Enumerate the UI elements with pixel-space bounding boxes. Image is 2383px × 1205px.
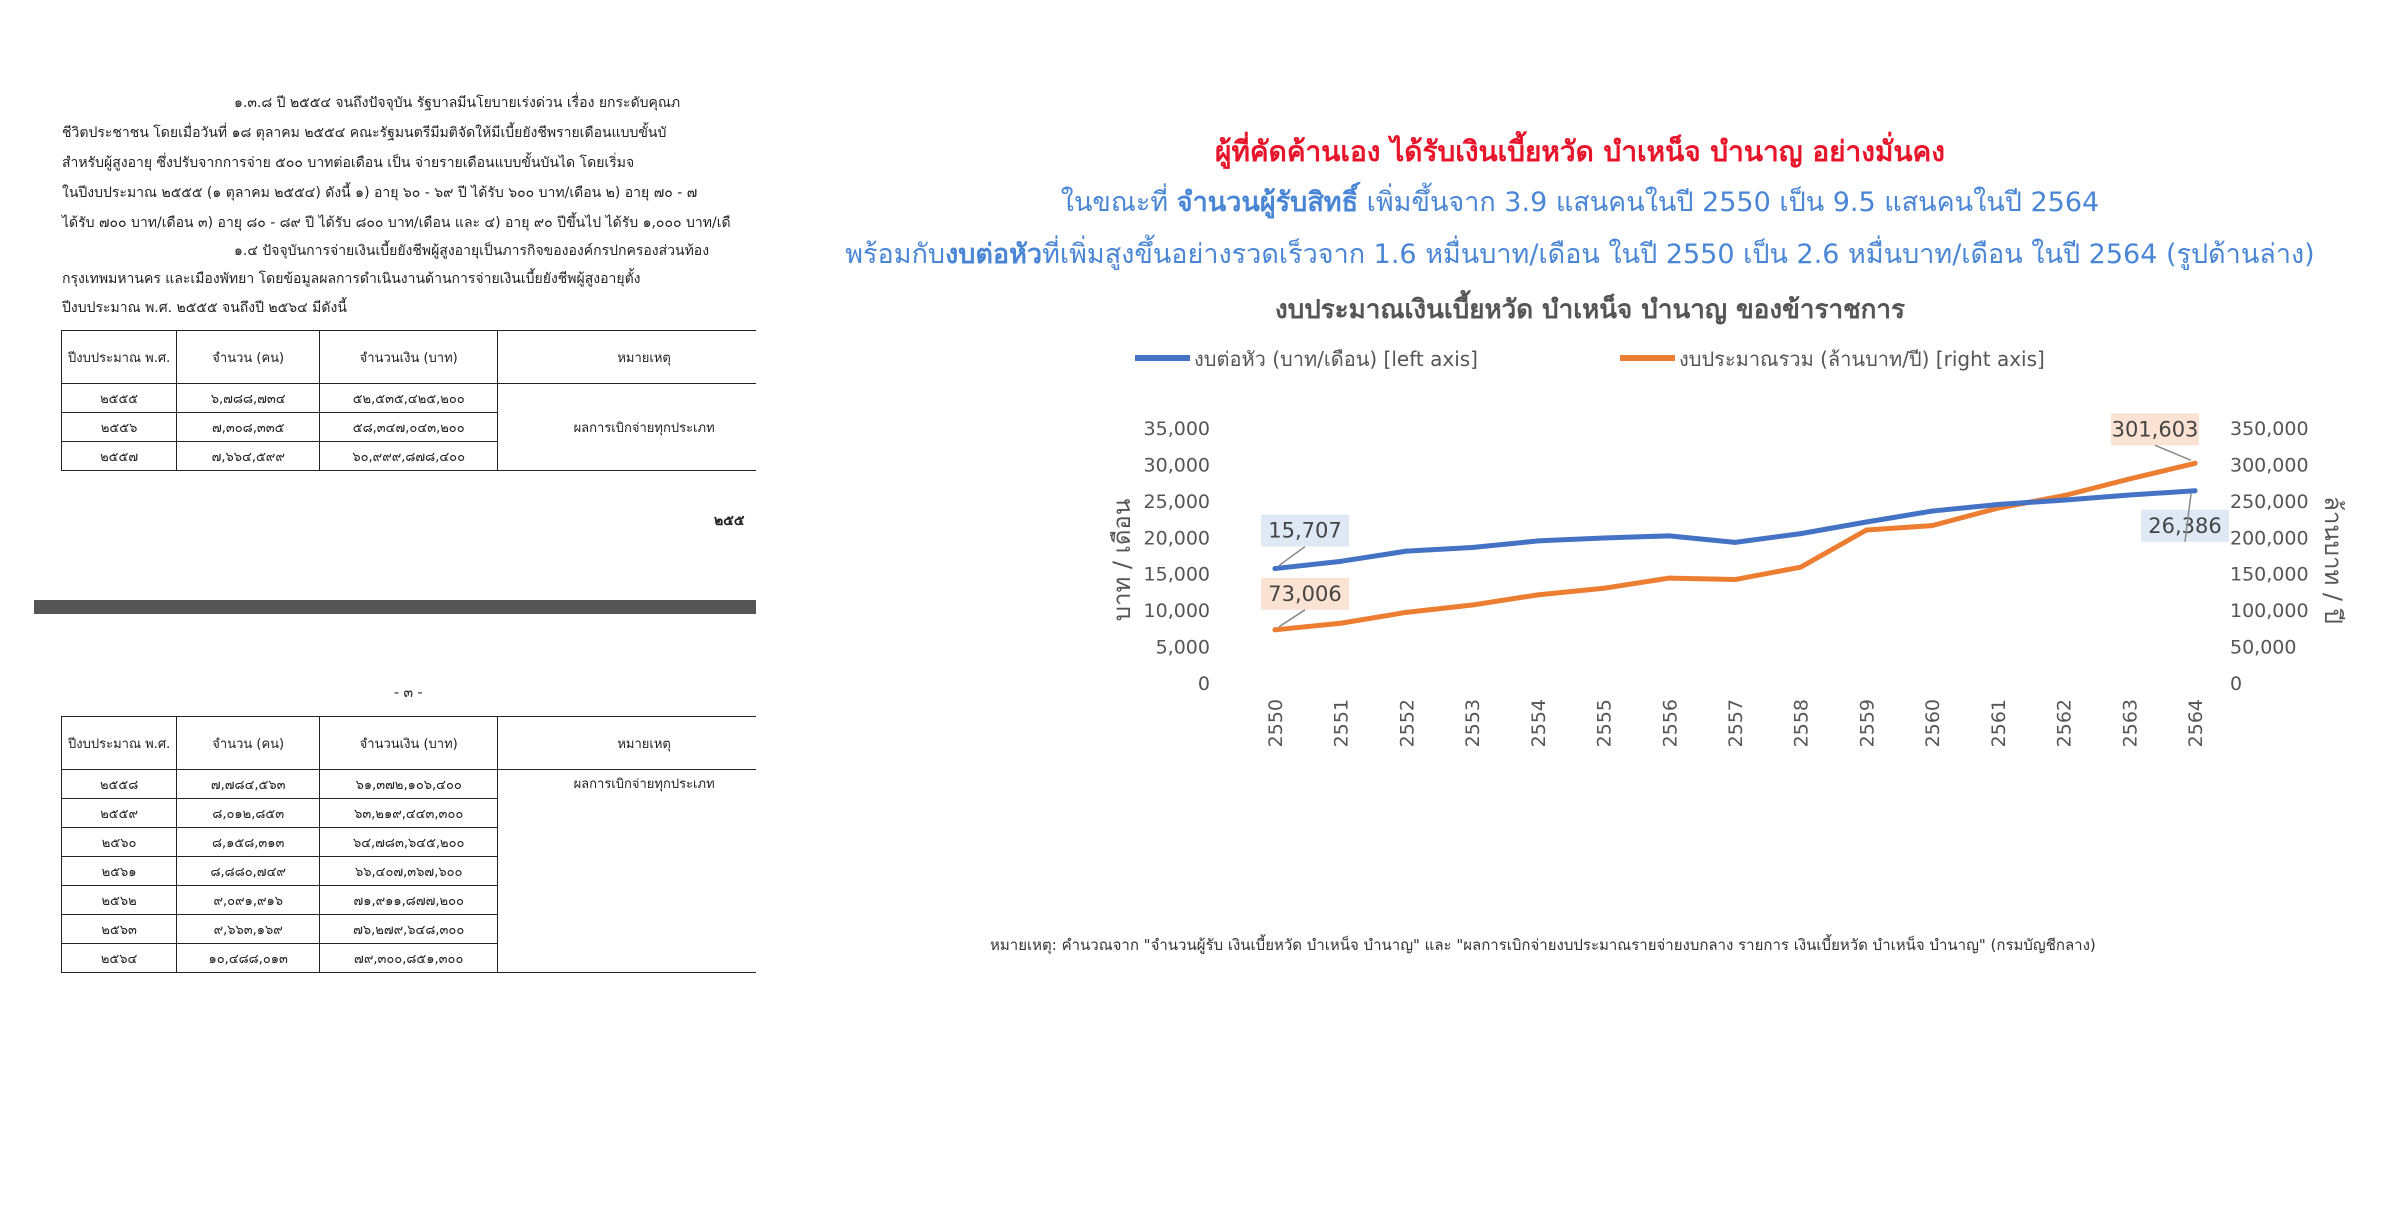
series-line-total-point xyxy=(1404,610,1409,615)
series-line-per-head-point xyxy=(1930,509,1935,514)
series-line-per-head-point xyxy=(1798,531,1803,536)
x-tick: 2554 xyxy=(1527,699,1550,748)
series-line-per-head-point xyxy=(2193,488,2198,493)
series-line-total-point xyxy=(1601,586,1606,591)
doc-line: ๑.๓.๘ ปี ๒๕๕๔ จนถึงปัจจุบัน รัฐบาลมีนโยบายเร่งด่วน เรื่อง ยกระดับคุณภ xyxy=(234,95,681,111)
table-cell: ๗๖,๒๗๙,๖๔๘,๓๐๐ xyxy=(320,915,498,944)
series-line-total-point xyxy=(1273,627,1278,632)
data-label-total-last: 301,603 xyxy=(2111,417,2199,442)
table-header: หมายเหตุ xyxy=(498,331,756,384)
y-tick-left: 10,000 xyxy=(1143,600,1210,623)
table-cell: ๖๑,๓๗๒,๑๐๖,๔๐๐ xyxy=(320,770,498,799)
table-cell: ๘,๘๘๐,๗๔๙ xyxy=(177,857,320,886)
table-cell: ๘,๑๕๘,๓๑๓ xyxy=(177,828,320,857)
series-line-per-head-point xyxy=(1535,538,1540,543)
y-tick-right: 300,000 xyxy=(2230,454,2309,477)
table-note: ผลการเบิกจ่ายทุกประเภท xyxy=(498,770,756,973)
table-cell: ๗,๓๐๘,๓๓๕ xyxy=(177,413,320,442)
table-header: จำนวน (คน) xyxy=(177,717,320,770)
headline-emphasis: จำนวนผู้รับสิทธิ์ xyxy=(1176,187,1359,218)
table-cell: ๗,๗๘๔,๕๖๓ xyxy=(177,770,320,799)
y-axis-label-right: ล้านบาท / ปี xyxy=(2319,496,2347,624)
series-line-per-head-point xyxy=(1733,540,1738,545)
cut-text: ๒๕๕ xyxy=(714,513,745,529)
table-cell: ๒๕๖๓ xyxy=(62,915,177,944)
legend-label-per-head: งบต่อหัว (บาท/เดือน) [left axis] xyxy=(1194,347,1478,371)
headline-emphasis: งบต่อหัว xyxy=(945,239,1043,270)
x-tick: 2550 xyxy=(1265,699,1287,748)
data-label-total-last-leader xyxy=(2155,445,2191,460)
data-label-total-first-leader xyxy=(1279,610,1305,627)
table-note: ผลการเบิกจ่ายทุกประเภท xyxy=(498,384,756,471)
series-line-total-point xyxy=(2127,477,2132,482)
table-cell: ๖๔,๗๘๓,๖๔๕,๒๐๐ xyxy=(320,828,498,857)
y-axis-label-left: บาท / เดือน xyxy=(1108,498,1136,622)
table-cell: ๒๕๖๑ xyxy=(62,857,177,886)
series-line-per-head-point xyxy=(1404,549,1409,554)
table-cell: ๕๘,๓๔๗,๐๔๓,๒๐๐ xyxy=(320,413,498,442)
series-line-total-point xyxy=(1798,565,1803,570)
table-cell: ๑๐,๔๘๘,๐๑๓ xyxy=(177,944,320,973)
y-tick-right: 250,000 xyxy=(2230,490,2309,513)
x-tick: 2551 xyxy=(1330,699,1353,748)
x-tick: 2558 xyxy=(1790,699,1813,748)
table-cell: ๒๕๕๘ xyxy=(62,770,177,799)
y-tick-right: 150,000 xyxy=(2230,563,2309,586)
budget-table-1 xyxy=(61,330,756,471)
y-tick-right: 200,000 xyxy=(2230,527,2309,550)
x-tick: 2561 xyxy=(1987,699,2010,748)
x-tick: 2556 xyxy=(1659,699,1682,748)
series-line-total-point xyxy=(1535,592,1540,597)
table-header: ปีงบประมาณ พ.ศ. xyxy=(62,331,177,384)
doc-line: สำหรับผู้สูงอายุ ซึ่งปรับจากการจ่าย ๕๐๐ บาทต่อเดือน เป็น จ่ายรายเดือนแบบขั้นบันได โดยเริ่มจ xyxy=(62,155,635,171)
data-label-per-head-first: 15,707 xyxy=(1268,518,1342,543)
series-line-per-head-point xyxy=(1273,566,1278,571)
x-tick: 2553 xyxy=(1462,699,1485,748)
series-line-total-point xyxy=(2193,461,2198,466)
y-tick-left: 20,000 xyxy=(1143,527,1210,550)
x-tick: 2564 xyxy=(2185,699,2207,748)
table-cell: ๙,๐๙๑,๙๑๖ xyxy=(177,886,320,915)
series-line-total-point xyxy=(1338,621,1343,626)
series-line-per-head-point xyxy=(1601,536,1606,541)
table-cell: ๒๕๖๒ xyxy=(62,886,177,915)
series-line-total-point xyxy=(1733,577,1738,582)
doc-line: ๑.๔ ปัจจุบันการจ่ายเงินเบี้ยยังชีพผู้สูงอายุเป็นภารกิจขององค์กรปกครองส่วนท้อง xyxy=(234,243,710,259)
table-cell: ๙,๖๖๓,๑๖๙ xyxy=(177,915,320,944)
table-cell: ๒๕๕๗ xyxy=(62,442,177,471)
table-header: จำนวนเงิน (บาท) xyxy=(320,331,498,384)
series-line-per-head-point xyxy=(2127,493,2132,498)
x-tick: 2563 xyxy=(2119,699,2142,748)
scanned-document xyxy=(34,92,756,1012)
series-line-per-head-point xyxy=(1864,519,1869,524)
headline-text: พร้อมกับ xyxy=(845,239,946,270)
y-tick-right: 50,000 xyxy=(2230,636,2297,659)
headline-beneficiaries xyxy=(790,180,2370,223)
headline-per-head xyxy=(790,232,2370,275)
y-tick-left: 35,000 xyxy=(1143,418,1210,440)
series-line-per-head-point xyxy=(1338,559,1343,564)
series-line-total xyxy=(1275,463,2195,630)
table-header: ปีงบประมาณ พ.ศ. xyxy=(62,717,177,770)
table-cell: ๒๕๖๔ xyxy=(62,944,177,973)
table-cell: ๗,๖๖๔,๕๙๙ xyxy=(177,442,320,471)
table-cell: ๕๒,๕๓๕,๔๒๕,๒๐๐ xyxy=(320,384,498,413)
headline-red: ผู้ที่คัดค้านเอง ได้รับเงินเบี้ยหวัด บำเหน็จ บำนาญ อย่างมั่นคง xyxy=(1215,135,1945,168)
y-tick-left: 0 xyxy=(1197,673,1210,695)
x-tick: 2560 xyxy=(1922,699,1945,748)
line-chart xyxy=(790,290,2370,940)
headline-text: ในขณะที่ xyxy=(1060,187,1177,218)
x-tick: 2552 xyxy=(1396,699,1419,748)
table-cell: ๒๕๖๐ xyxy=(62,828,177,857)
x-tick: 2555 xyxy=(1593,699,1616,748)
series-line-total-point xyxy=(1930,523,1935,528)
chart-title: งบประมาณเงินเบี้ยหวัด บำเหน็จ บำนาญ ของข้าราชการ xyxy=(1275,295,1905,325)
table-cell: ๗๙,๓๐๐,๘๕๑,๓๐๐ xyxy=(320,944,498,973)
series-line-per-head-point xyxy=(2061,498,2066,503)
table-row xyxy=(62,384,757,413)
chart-panel xyxy=(790,130,2370,1130)
table-cell: ๖,๗๘๘,๗๓๔ xyxy=(177,384,320,413)
budget-table-2 xyxy=(61,716,756,973)
y-tick-left: 30,000 xyxy=(1143,454,1210,477)
table-cell: ๗๑,๙๑๑,๘๗๗,๒๐๐ xyxy=(320,886,498,915)
doc-line: กรุงเทพมหานคร และเมืองพัทยา โดยข้อมูลผลการดำเนินงานด้านการจ่ายเงินเบี้ยยังชีพผู้สูงอายุตั้ง xyxy=(62,271,641,287)
headline-text: เพิ่มขึ้นจาก 3.9 แสนคนในปี 2550 เป็น 9.5 แสนคนในปี 2564 xyxy=(1358,187,2100,218)
y-tick-left: 25,000 xyxy=(1143,490,1210,513)
table-cell: ๒๕๕๙ xyxy=(62,799,177,828)
y-tick-right: 0 xyxy=(2230,673,2243,695)
y-tick-left: 15,000 xyxy=(1143,563,1210,586)
table-cell: ๒๕๕๖ xyxy=(62,413,177,442)
x-tick: 2557 xyxy=(1725,699,1747,748)
chart-footnote: หมายเหตุ: คำนวณจาก "จำนวนผู้รับ เงินเบี้ยหวัด บำเหน็จ บำนาญ" และ "ผลการเบิกจ่ายงบประมาณรายจ่ายงบกลาง รายการ เงินเบี้ยหวัด บำเหน็จ บำนาญ" (กรมบัญชีกลาง) xyxy=(990,936,2096,954)
table-cell: ๘,๐๑๒,๘๕๓ xyxy=(177,799,320,828)
table-cell: ๖๖,๔๐๗,๓๖๗,๖๐๐ xyxy=(320,857,498,886)
table-cell: ๖๓,๒๑๙,๔๔๓,๓๐๐ xyxy=(320,799,498,828)
page-divider xyxy=(34,600,756,614)
doc-line: ชีวิตประชาชน โดยเมื่อวันที่ ๑๘ ตุลาคม ๒๕๕๔ คณะรัฐมนตรีมีมติจัดให้มีเบี้ยยังชีพรายเดือนแบบขั้นบั xyxy=(62,125,667,141)
table-cell: ๖๐,๙๙๙,๘๗๘,๔๐๐ xyxy=(320,442,498,471)
x-tick: 2559 xyxy=(1856,699,1879,748)
series-line-total-point xyxy=(1470,603,1475,608)
page-number: - ๓ - xyxy=(394,685,423,701)
y-tick-left: 5,000 xyxy=(1155,636,1210,659)
headline-text: ที่เพิ่มสูงขึ้นอย่างรวดเร็วจาก 1.6 หมื่นบาท/เดือน ในปี 2550 เป็น 2.6 หมื่นบาท/เดือน ในปี 2564 (รูปด้านล่าง) xyxy=(1042,239,2315,270)
data-label-total-first: 73,006 xyxy=(1268,581,1342,606)
series-line-per-head-point xyxy=(1470,545,1475,550)
series-line-per-head xyxy=(1275,491,2195,569)
table-header: จำนวนเงิน (บาท) xyxy=(320,717,498,770)
doc-line: ในปีงบประมาณ ๒๕๕๕ (๑ ตุลาคม ๒๕๕๔) ดังนี้ ๑) อายุ ๖๐ - ๖๙ ปี ได้รับ ๖๐๐ บาท/เดือน ๒) อายุ ๗๐ - ๗ xyxy=(62,185,698,201)
legend-label-total: งบประมาณรวม (ล้านบาท/ปี) [right axis] xyxy=(1679,347,2045,371)
series-line-per-head-point xyxy=(1995,502,2000,507)
series-line-total-point xyxy=(1864,528,1869,533)
data-label-per-head-last: 26,386 xyxy=(2148,513,2222,538)
table-header: จำนวน (คน) xyxy=(177,331,320,384)
x-tick: 2562 xyxy=(2053,699,2076,748)
table-row xyxy=(62,770,757,799)
y-tick-right: 350,000 xyxy=(2230,418,2309,440)
table-header: หมายเหตุ xyxy=(498,717,756,770)
series-line-per-head-point xyxy=(1667,533,1672,538)
doc-line: ปีงบประมาณ พ.ศ. ๒๕๕๕ จนถึงปี ๒๕๖๔ มีดังนี้ xyxy=(62,300,347,316)
table-cell: ๒๕๕๕ xyxy=(62,384,177,413)
series-line-total-point xyxy=(1667,576,1672,581)
data-label-per-head-first-leader xyxy=(1279,547,1305,566)
doc-line: ได้รับ ๗๐๐ บาท/เดือน ๓) อายุ ๘๐ - ๘๙ ปี ได้รับ ๘๐๐ บาท/เดือน และ ๔) อายุ ๙๐ ปีขึ้นไป ได้รับ ๑,๐๐๐ บาท/เดื xyxy=(62,215,731,231)
y-tick-right: 100,000 xyxy=(2230,600,2309,623)
